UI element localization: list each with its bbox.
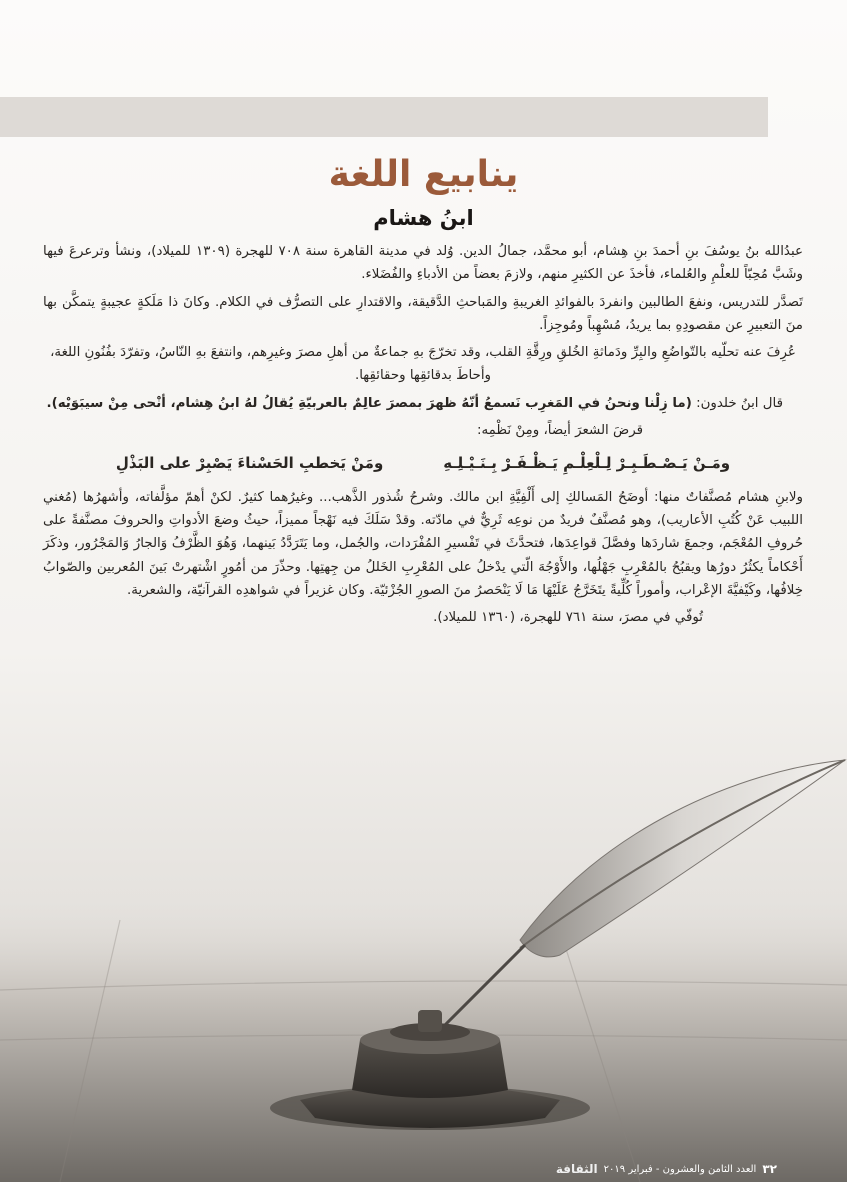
magazine-logo: الثقافة bbox=[555, 1162, 598, 1176]
poem-verse bbox=[43, 452, 803, 475]
article-subtitle: ابنُ هشام bbox=[373, 206, 474, 230]
page-number: ٣٢ bbox=[762, 1162, 777, 1176]
paragraph-death: تُوفّي في مصرَ، سنة ٧٦١ للهجرة، (١٣٦٠ للميلاد). bbox=[433, 610, 703, 626]
quill-inkwell-illustration bbox=[0, 740, 847, 1182]
paragraph-birth: عبدُالله بنُ يوسُفَ بنِ أحمدَ بنِ هِشام، أبو محمَّد، جمالُ الدين. وُلد في مدينة القاهرة سنة ٧٠٨ للهجرة (١٣٠٩ للميلاد)، ونشأ وترعرعَ فيها وشَبَّ مُحِبّاً للعلْمِ والعُلماء، فأخذَ عن الكثيرِ منهم، ولازمَ بعضاً من الأدباءِ والفُضَلاء. bbox=[43, 244, 803, 283]
paragraph-character: عُرِفَ عنه تحلّيه بالتّواضُعِ والبِرِّ ودَماثةِ الخُلقِ ورِقَّةِ القلب، وقد تخرّجَ بهِ جماعةٌ من أهلِ مصرَ وغيرِهم، وانتفعَ بهِ النّاسُ، وتفرّدَ بفُنُونِ اللغة، وأحاطَ بدقائقِها وحقائقِها. bbox=[50, 345, 796, 384]
top-gray-band bbox=[0, 97, 768, 137]
quote-intro: قال ابنُ خلدون: bbox=[696, 395, 783, 411]
verse-first-hemistich: ومَـنْ يَـصْـطَـبِـرْ لِـلْعِلْـمِ يَـظْـفَـرْ بِـنَـيْـلِـهِ bbox=[443, 454, 731, 473]
paragraph-quote bbox=[43, 392, 803, 415]
issue-info: العدد الثامن والعشرون - فبراير ٢٠١٩ bbox=[603, 1163, 757, 1175]
ibn-khaldun-quote: (ما زِلْنا ونحنُ في المَغرِب نَسمعُ أنّهُ ظهرَ بمصرَ عالِمٌ بالعربيّةِ يُقالُ لهُ ابنُ هِشام، أنْحى مِنْ سيبَوَيْه). bbox=[46, 395, 692, 411]
page-title: ينابيع اللغة bbox=[328, 154, 519, 195]
article-body bbox=[43, 240, 803, 633]
paragraph-teaching: تَصدَّر للتدريس، ونفعَ الطالبين وانفردَ بالفوائدِ الغريبةِ والمَباحثِ الدَّقيقة، والاقتدارِ على التصرُّف في الكلام. وكانَ ذا مَلَكةٍ عجيبةٍ يتمكَّن بها منَ التعبيرِ عن مقصودِهِ بما يريدُ، مُسْهِباً ومُوجِزاً. bbox=[43, 294, 803, 333]
verse-second-hemistich: ومَنْ يَخطبِ الحَسْناءَ يَصْبِرْ على البَذْلِ bbox=[115, 454, 384, 473]
paragraph-works: ولابنِ هشام مُصنَّفاتٌ منها: أوضَحُ المَسالكِ إلى أَلْفِيَّةِ ابن مالك. وشرحُ شُذور الذَّهب... وغيرُهما كثيرٌ. لكنْ أهمّ مؤلَّفاته، وأشهرُها (مُغني اللبيب عَنْ كُتُبِ الأعاريب)، وهو مُصنَّفٌ فريدٌ من نوعِه ثَرِيٌّ في مادّته. وقدْ سَلَكَ فيه نَهْجاً مميزاً، حيثُ وضعَ الأدواتِ والحروفَ مصنَّفةً على حُروفِ المُعْجَم، وجمعَ شاردَها وفصَّلَ قواعِدَها، فتحدَّثَ في تَفْسيرِ المُفْرَدات، والجُمل، وما يَتَرَدَّدُ بَينهما، وَهُوَ الظَّرْفُ وَالجارُ وَالمَجْرُور، وذكَرَ أَحْكاماً يكثُرُ دورُها ويقبُحُ بالمُعْرِبِ جَهْلُها، والأَوْجُهَ الّتي يدْخلُ على المُعْرِبِ الخَللُ من جِهتِها. وحذّرَ من أمُورٍ اشْتهرتْ بَينَ المُعربين والصّوابُ خِلافُها، وكَيْفيَّةَ الإعْراب، وأموراً كُلِّيةً يتَخَرَّجُ عَلَيْهَا مَا لَا يَنْحَصرُ منَ الصورِ الجُزْئيّة. وكان غزيراً في شواهدِه القرآنيّة، والشعرية. bbox=[43, 489, 803, 598]
page-footer bbox=[556, 1162, 777, 1176]
paragraph-poetry-intro: قرضَ الشعرَ أيضاً، ومِنْ نَظْمِه: bbox=[476, 423, 643, 439]
